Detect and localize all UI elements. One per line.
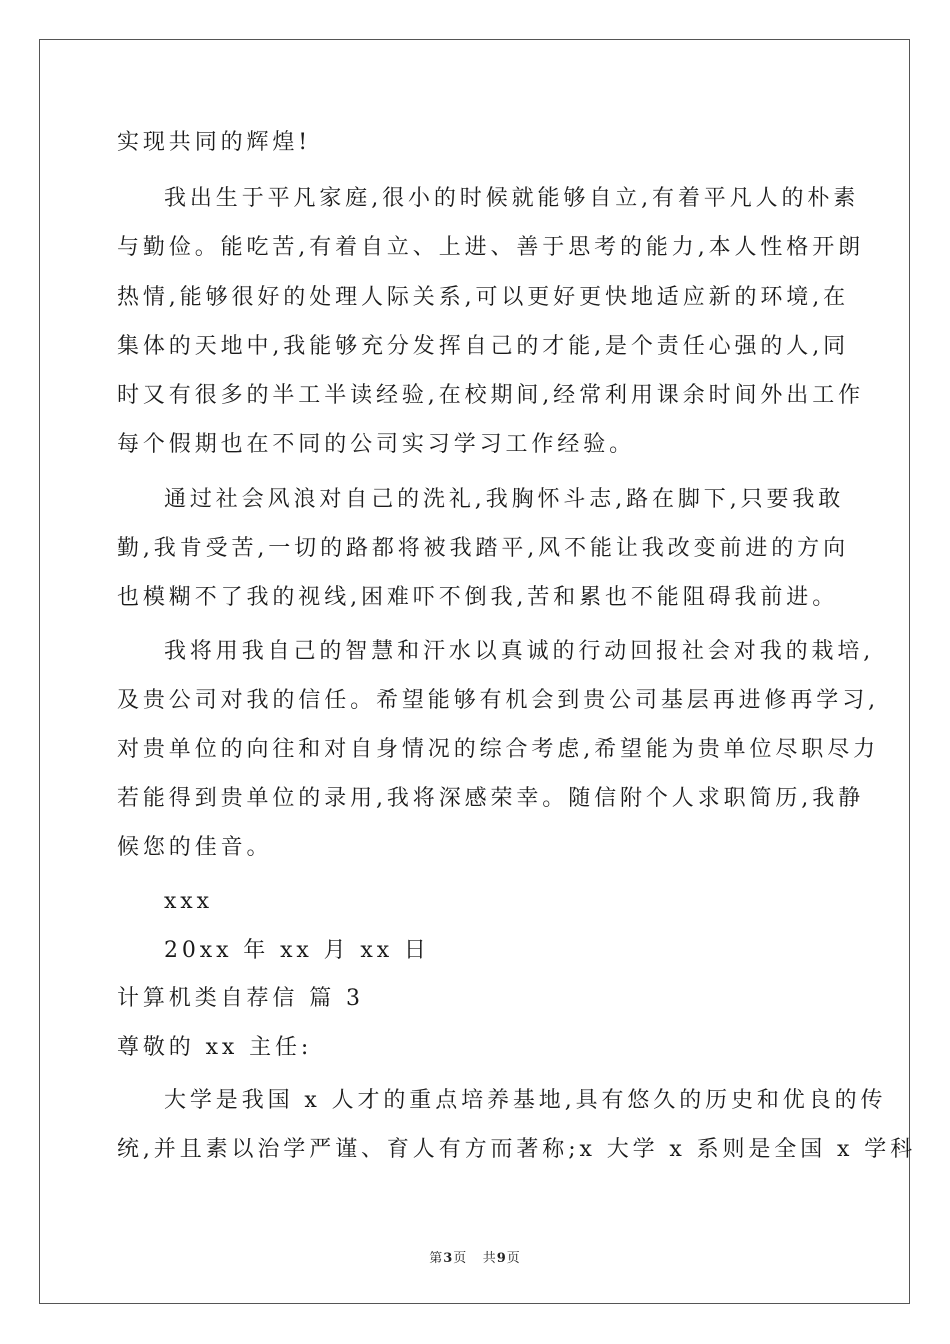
text-line: 大学是我国 x 人才的重点培养基地,具有悠久的历史和优良的传 [164,1088,887,1113]
text-line: 勤,我肯受苦,一切的路都将被我踏平,风不能让我改变前进的方向 [117,536,849,561]
salutation: 尊敬的 xx 主任: [117,1035,313,1060]
signature-name: xxx [164,889,213,914]
text-line: 统,并且素以治学严谨、育人有方而著称;x 大学 x 系则是全国 x 学科 [117,1137,916,1162]
text-line: 也模糊不了我的视线,困难吓不倒我,苦和累也不能阻碍我前进。 [117,585,839,610]
text-line: 通过社会风浪对自己的洗礼,我胸怀斗志,路在脚下,只要我敢 [164,487,845,512]
signature-date: 20xx 年 xx 月 xx 日 [164,938,430,963]
text-line: 对贵单位的向往和对自身情况的综合考虑,希望能为贵单位尽职尽力 [117,737,879,762]
section-heading: 计算机类自荐信 篇 3 [117,986,364,1011]
text-line: 每个假期也在不同的公司实习学习工作经验。 [117,432,636,457]
text-line: 候您的佳音。 [117,835,273,860]
text-line: 及贵公司对我的信任。希望能够有机会到贵公司基层再进修再学习, [117,688,879,713]
text-line: 我出生于平凡家庭,很小的时候就能够自立,有着平凡人的朴素 [164,186,860,211]
total-pages: 9 [496,1251,507,1266]
page-number: 3 [443,1251,454,1266]
text-line: 与勤俭。能吃苦,有着自立、上进、善于思考的能力,本人性格开朗 [117,235,864,260]
text-line: 若能得到贵单位的录用,我将深感荣幸。随信附个人求职简历,我静 [117,786,864,811]
page-prefix: 第 [429,1251,444,1266]
text-line: 实现共同的辉煌! [117,130,312,155]
page-unit: 页 [453,1251,468,1266]
text-line: 我将用我自己的智慧和汗水以真诚的行动回报社会对我的栽培, [164,639,875,664]
text-line: 集体的天地中,我能够充分发挥自己的才能,是个责任心强的人,同 [117,334,849,359]
total-unit: 页 [506,1251,521,1266]
page-footer [0,1247,950,1266]
text-line: 时又有很多的半工半读经验,在校期间,经常利用课余时间外出工作 [117,383,864,408]
total-prefix: 共 [482,1251,497,1266]
text-line: 热情,能够很好的处理人际关系,可以更好更快地适应新的环境,在 [117,285,849,310]
